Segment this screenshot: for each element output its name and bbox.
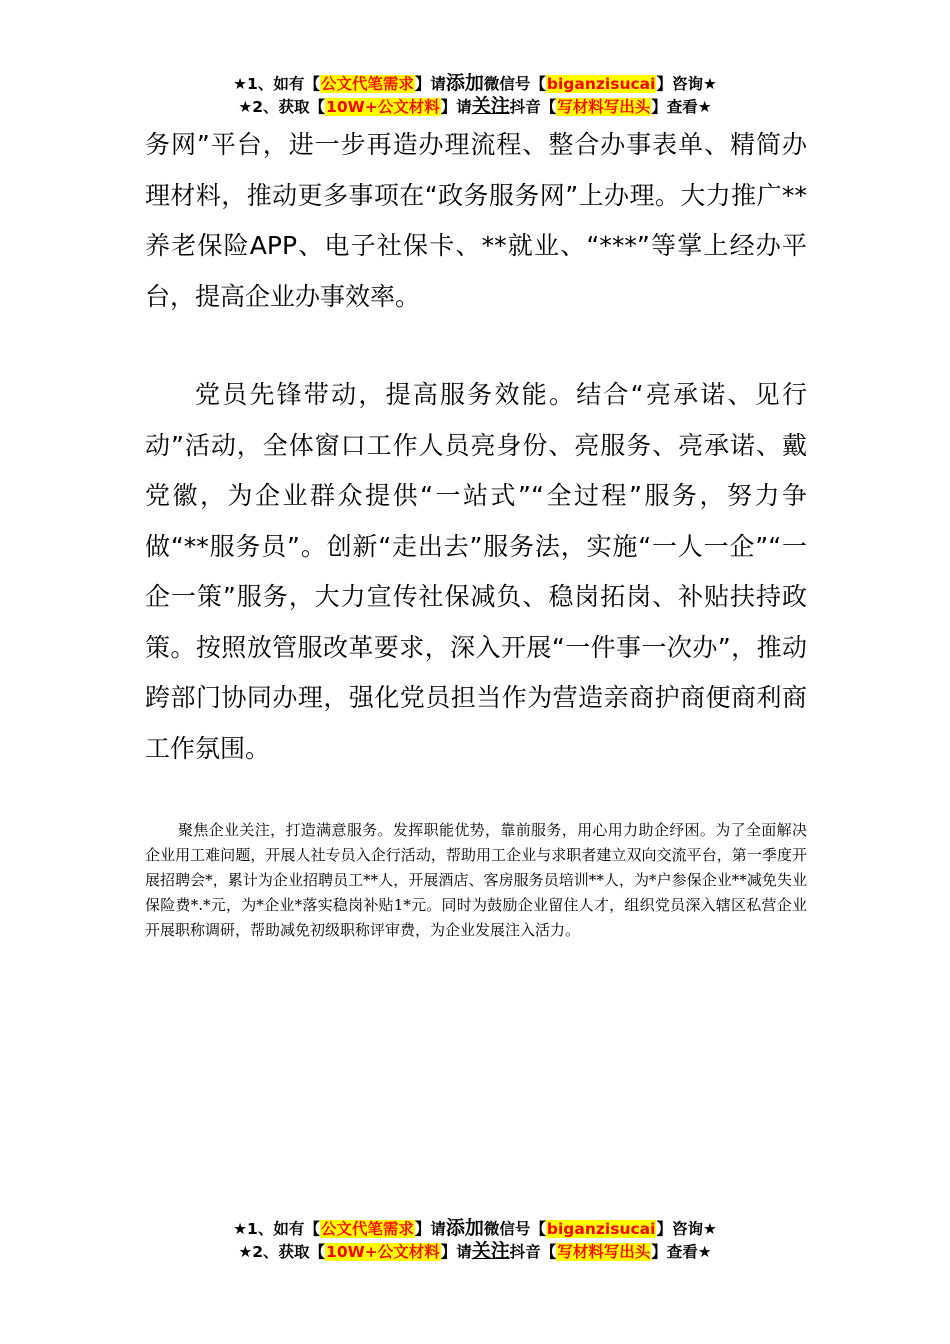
promo-highlight: 10W+公文材料 [326,98,440,116]
promo-emphasis: 关注 [471,95,510,117]
promo-text: 抖音【 [509,98,557,116]
promo-text: 】请 [440,1243,472,1261]
promo-wechat-id: biganzisucai [546,1220,656,1238]
promo-highlight: 公文代笔需求 [320,75,414,93]
promo-line-1 [0,72,950,95]
promo-text: ★2、获取【 [238,98,326,116]
promo-text: 】请 [440,98,472,116]
promo-emphasis: 添加 [445,72,484,94]
promo-line-2 [0,1240,950,1263]
promo-douyin-name: 写材料写出头 [557,1243,651,1261]
promo-text: 】查看★ [651,1243,712,1261]
paragraph-party-pioneer: 党员先锋带动，提高服务效能。结合“亮承诺、见行动”活动，全体窗口工作人员亮身份、亮服务、亮承诺、戴党徽，为企业群众提供“一站式”“全过程”服务，努力争做“**服务员”。创新“走出去”服务法，实施“一人一企”“一企一策”服务，大力宣传社保减负、稳岗拓岗、补贴扶持政策。按照放管服改革要求，深入开展“一件事一次办”，推动跨部门协同办理，强化党员担当作为营造亲商护商便商利商工作氛围。 [145,380,807,763]
promo-text: 微信号【 [483,75,546,93]
promo-highlight: 公文代笔需求 [320,1220,414,1238]
promo-emphasis: 添加 [445,1217,484,1239]
promo-text: 抖音【 [509,1243,557,1261]
promo-banner-top [0,72,950,118]
promo-text: 】咨询★ [656,75,717,93]
promo-text: 微信号【 [483,1220,546,1238]
promo-wechat-id: biganzisucai [546,75,656,93]
promo-banner-bottom [0,1217,950,1263]
promo-emphasis: 关注 [471,1240,510,1262]
promo-text: ★1、如有【 [233,1220,320,1238]
promo-line-2 [0,95,950,118]
promo-text: 】咨询★ [656,1220,717,1238]
promo-text: ★1、如有【 [233,75,320,93]
paragraph-continued: 务网”平台，进一步再造办理流程、整合办事表单、精简办理材料，推动更多事项在“政务服务网”上办理。大力推广**养老保险APP、电子社保卡、**就业、“***”等掌上经办平台，提高企业办事效率。 [145,130,807,311]
promo-line-1 [0,1217,950,1240]
promo-douyin-name: 写材料写出头 [557,98,651,116]
paragraph-focus-enterprise: 聚焦企业关注，打造满意服务。发挥职能优势，靠前服务，用心用力助企纾困。为了全面解决企业用工难问题，开展人社专员入企行活动，帮助用工企业与求职者建立双向交流平台，第一季度开展招聘会*，累计为企业招聘员工**人，开展酒店、客房服务员培训**人，为*户参保企业**减免失业保险费*.*元，为*企业*落实稳岗补贴1*元。同时为鼓励企业留住人才，组织党员深入辖区私营企业开展职称调研，帮助减免初级职称评审费，为企业发展注入活力。 [145,821,807,939]
promo-text: 】请 [414,1220,446,1238]
promo-text: ★2、获取【 [238,1243,326,1261]
promo-highlight: 10W+公文材料 [326,1243,440,1261]
promo-text: 】查看★ [651,98,712,116]
promo-text: 】请 [414,75,446,93]
